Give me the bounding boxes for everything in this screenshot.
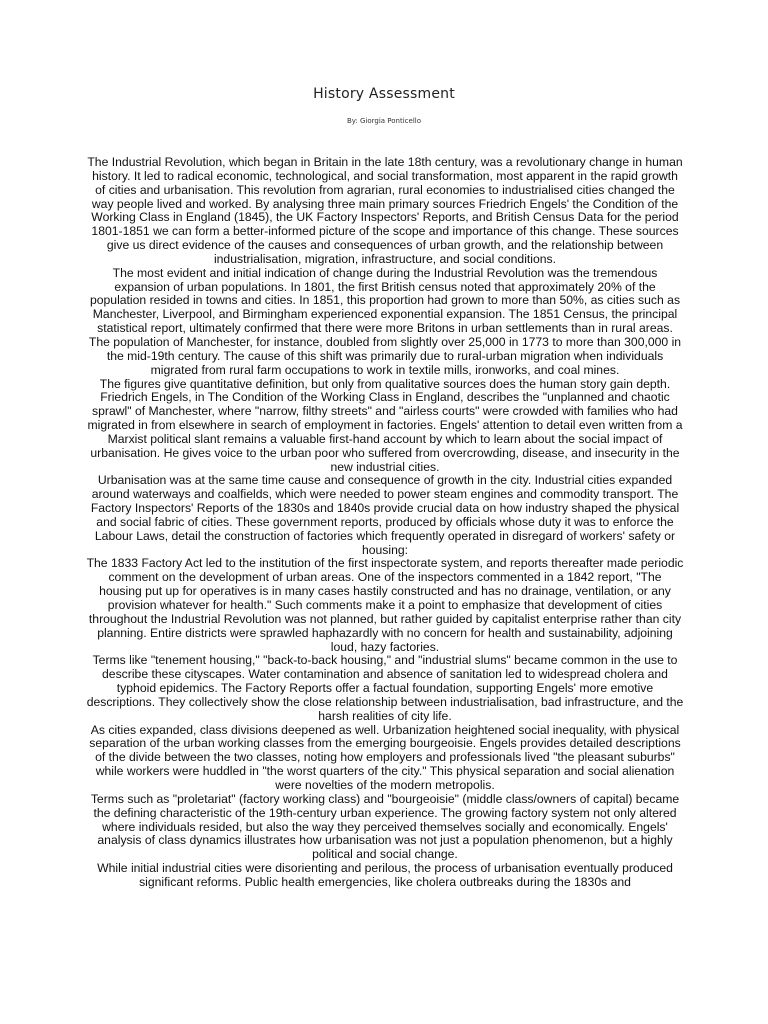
paragraph-urban-growth: The most evident and initial indication of change during the Industrial Revolution was the tremendous expansion of urban populations. In 1801, the first British census noted that approximately 20% of the population resided in towns and cities. In 1851, this proportion had grown to more than 50%, as cities such as Manchester, Liverpool, and Birmingham experienced exponential expansion. The 1851 Census, the principal statistical report, ultimately confirmed that there were more Britons in urban settlements than in rural areas. The population of Manchester, for instance, doubled from slightly over 25,000 in 1773 to more than 300,000 in the mid-19th century. The cause of this shift was primarily due to rural-urban migration when individuals migrated from rural farm occupations to work in textile mills, ironworks, and coal mines. [88, 265, 682, 377]
document-title: History Assessment [313, 86, 455, 102]
author-byline: By: Giorgia Ponticello [346, 117, 422, 125]
document-body [86, 156, 684, 1024]
paragraph-engels-account: The figures give quantitative definition, but only from qualitative sources does the human story gain depth. Friedrich Engels, in The Condition of the Working Class in England, describes the "unplanned and chaotic sprawl" of Manchester, where "narrow, filthy streets" and "airless courts" were crowded with families who had migrated in from elsewhere in search of employment in factories. Engels' attention to detail even written from a Marxist political slant remains a valuable first-hand account by which to learn about the social impact of urbanisation. He gives voice to the urban poor who suffered from overcrowding, disease, and insecurity in the new industrial cities. [87, 376, 683, 474]
paragraph-class-divisions: As cities expanded, class divisions deepened as well. Urbanization heightened social inequality, with physical separation of the urban working classes from the emerging bourgeoisie. Engels provides detailed descriptions of the divide between the two classes, noting how employers and professionals lived "the pleasant suburbs" while workers were huddled in "the worst quarters of the city." This physical separation and social alienation were novelties of the modern metropolis. [89, 722, 681, 792]
paragraph-reforms: While initial industrial cities were disorienting and perilous, the process of urbanisation eventually produced significant reforms. Public health emergencies, like cholera outbreaks during the 1830s and [97, 861, 673, 889]
paragraph-class-terms: Terms such as "proletariat" (factory working class) and "bourgeoisie" (middle class/owners of capital) became the defining characteristic of the 19th-century urban experience. The growing factory system not only altered where individuals resided, but also the way they perceived themselves socially and economically. Engels' analysis of class dynamics illustrates how urbanisation was not just a population phenomenon, but a highly political and social change. [90, 791, 680, 862]
paragraph-housing-terms: Terms like "tenement housing," "back-to-back housing," and "industrial slums" became common in the use to describe these cityscapes. Water contamination and absence of sanitation led to widespread cholera and typhoid epidemics. The Factory Reports offer a factual foundation, supporting Engels' more emotive descriptions. They collectively show the close relationship between industrialisation, bad infrastructure, and the harsh realities of city life. [86, 653, 684, 723]
paragraph-factory-act: The 1833 Factory Act led to the institution of the first inspectorate system, and reports thereafter made periodic comment on the development of urban areas. One of the inspectors commented in a 1842 report, "The housing put up for operatives is in many cases hastily constructed and has no drainage, ventilation, or any provision whatever for health." Such comments make it a point to emphasize that development of cities throughout the Industrial Revolution was not planned, but rather guided by capitalist enterprise rather than city planning. Entire districts were sprawled haphazardly with no concern for health and sustainability, adjoining loud, hazy factories. [86, 556, 684, 654]
paragraph-introduction: The Industrial Revolution, which began in Britain in the late 18th century, was a revolutionary change in human history. It led to radical economic, technological, and social transformation, most apparent in the rapid growth of cities and urbanisation. This revolution from agrarian, rural economies to industrialised cities changed the way people lived and worked. By analysing three main primary sources Friedrich Engels' the Condition of the Working Class in England (1845), the UK Factory Inspectors' Reports, and British Census Data for the period 1801-1851 we can form a better-informed picture of the scope and importance of this change. These sources give us direct evidence of the causes and consequences of urban growth, and the relationship between industrialisation, migration, infrastructure, and social conditions. [87, 156, 683, 266]
paragraph-factory-reports: Urbanisation was at the same time cause and consequence of growth in the city. Industrial cities expanded around waterways and coalfields, which were needed to power steam engines and commodity transport. The Factory Inspectors' Reports of the 1830s and 1840s provide crucial data on how industry shaped the physical and social fabric of cities. These government reports, produced by officials whose duty it was to enforce the Labour Laws, detail the construction of factories which frequently operated in disregard of workers' safety or housing: [90, 473, 680, 557]
